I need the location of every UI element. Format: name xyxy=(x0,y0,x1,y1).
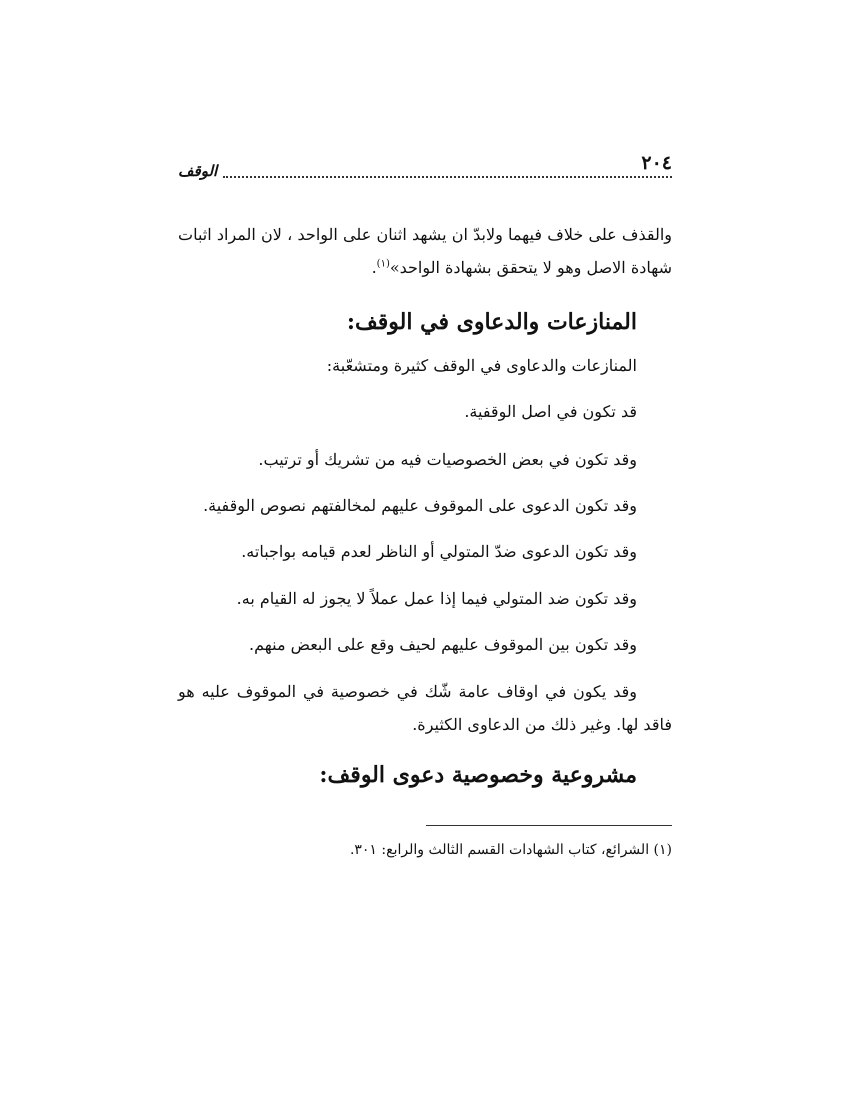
list-item-4: وقد تكون الدعوى ضدّ المتولي أو الناظر لعدم قيامه بواجباته. xyxy=(241,542,637,561)
running-title: الوقف xyxy=(178,162,218,180)
intro-line-2 xyxy=(372,258,672,277)
body-text xyxy=(178,0,672,1100)
footnote: (١) الشرائع، كتاب الشهادات القسم الثالث والرابع: ٣٠١. xyxy=(349,842,672,858)
list-item-6: وقد تكون بين الموقوف عليهم لحيف وقع على البعض منهم. xyxy=(249,635,637,654)
list-item-2: وقد تكون في بعض الخصوصيات فيه من تشريك أو ترتيب. xyxy=(258,450,637,469)
intro-line-2-text: شهادة الاصل وهو لا يتحقق بشهادة الواحد» xyxy=(389,258,672,277)
section-heading-disputes: المنازعات والدعاوى في الوقف: xyxy=(346,309,637,335)
list-item-5: وقد تكون ضد المتولي فيما إذا عمل عملاً لا يجوز له القيام به. xyxy=(236,589,637,608)
section-heading-legitimacy: مشروعية وخصوصية دعوى الوقف: xyxy=(319,762,637,788)
list-item-3: وقد تكون الدعوى على الموقوف عليهم لمخالفتهم نصوص الوقفية. xyxy=(203,496,637,515)
list-item-7-line-2: فاقد لها. وغير ذلك من الدعاوى الكثيرة. xyxy=(412,715,672,734)
list-lead: المنازعات والدعاوى في الوقف كثيرة ومتشعّبة: xyxy=(326,356,637,375)
intro-line-1: والقذف على خلاف فيهما ولابدّ ان يشهد اثنان على الواحد ، لان المراد اثبات xyxy=(178,225,672,244)
page-number: ٢٠٤ xyxy=(641,152,672,174)
footnote-marker[interactable]: (١) xyxy=(376,258,390,270)
list-item-7-line-1: وقد يكون في اوقاف عامة شّك في خصوصية في الموقوف عليه هو xyxy=(178,682,637,701)
list-item-1: قد تكون في اصل الوقفية. xyxy=(464,402,637,421)
intro-line-2-end: . xyxy=(371,258,377,277)
footnote-separator xyxy=(426,825,672,826)
